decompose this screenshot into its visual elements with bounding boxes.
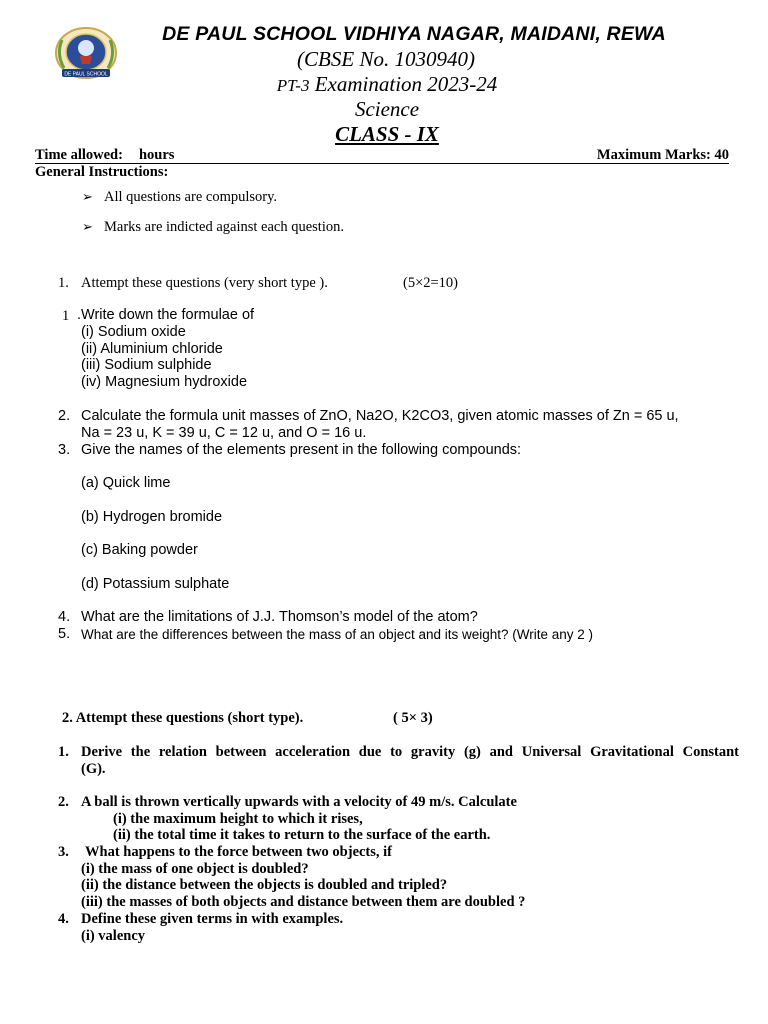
s2-q2-text: A ball is thrown vertically upwards with a velocity of 49 m/s. Calculate bbox=[81, 794, 517, 810]
exam-name: Examination 2023-24 bbox=[309, 72, 498, 96]
subject-title: Science bbox=[354, 97, 420, 121]
q1-part: (ii) Aluminium chloride bbox=[81, 341, 223, 357]
svg-text:DE PAUL SCHOOL: DE PAUL SCHOOL bbox=[64, 71, 108, 78]
s2-q4-number: 4. bbox=[58, 911, 69, 927]
s2-q2-part: (i) the maximum height to which it rises, bbox=[113, 811, 363, 827]
q3-number: 3. bbox=[58, 442, 71, 458]
time-value: hours bbox=[138, 147, 175, 163]
s2-q4-part: (i) valency bbox=[81, 928, 146, 944]
s2-q1-number: 1. bbox=[58, 744, 69, 760]
q1-text: .Write down the formulae of bbox=[77, 307, 255, 323]
section2-marks: ( 5× 3) bbox=[393, 710, 433, 726]
instruction-item bbox=[82, 189, 277, 206]
q3-part: (d) Potassium sulphate bbox=[81, 576, 230, 592]
s2-q3-number: 3. bbox=[58, 844, 69, 860]
s2-q1-text: Derive the relation between acceleration due to gravity (g) and Universal Gravitational Constant bbox=[81, 744, 739, 760]
q3-part: (a) Quick lime bbox=[81, 475, 171, 491]
instruction-text: All questions are compulsory. bbox=[104, 189, 278, 205]
q5-text: What are the differences between the mass of an object and its weight? (Write any 2 ) bbox=[81, 627, 594, 642]
s2-q3-part: (iii) the masses of both objects and distance between them are doubled ? bbox=[81, 894, 526, 910]
instruction-item bbox=[82, 219, 344, 236]
q1-part: (iii) Sodium sulphide bbox=[81, 357, 212, 373]
q1-number: 1 bbox=[62, 308, 70, 324]
section1-marks: (5×2=10) bbox=[403, 275, 459, 291]
s2-q2-number: 2. bbox=[58, 794, 69, 810]
s2-q3-part: (ii) the distance between the objects is doubled and tripled? bbox=[81, 877, 448, 893]
school-name: DE PAUL SCHOOL VIDHIYA NAGAR, MAIDANI, REWA bbox=[162, 23, 666, 45]
q1-part: (iv) Magnesium hydroxide bbox=[81, 374, 248, 390]
q3-part: (b) Hydrogen bromide bbox=[81, 509, 223, 525]
cbse-number: (CBSE No. 1030940) bbox=[297, 47, 475, 71]
q4-number: 4. bbox=[58, 609, 71, 625]
q3-part: (c) Baking powder bbox=[81, 542, 198, 558]
general-instructions-heading: General Instructions: bbox=[35, 164, 169, 180]
time-marks-line bbox=[35, 148, 729, 164]
q5-number: 5. bbox=[58, 626, 71, 642]
s2-q3-part: (i) the mass of one object is doubled? bbox=[81, 861, 309, 877]
maximum-marks: Maximum Marks: 40 bbox=[596, 147, 729, 163]
arrow-bullet-icon: ➢ bbox=[82, 219, 93, 234]
time-label: Time allowed: bbox=[35, 147, 123, 163]
section2-title: 2. Attempt these questions (short type). bbox=[62, 710, 304, 726]
exam-prefix: PT-3 bbox=[276, 76, 310, 95]
s2-q3-text: What happens to the force between two objects, if bbox=[85, 844, 393, 860]
q4-text: What are the limitations of J.J. Thomson’s model of the atom? bbox=[81, 609, 478, 625]
s2-q1-text-cont: (G). bbox=[81, 761, 106, 777]
s2-q4-text: Define these given terms in with examples. bbox=[81, 911, 344, 927]
q2-text-cont: Na = 23 u, K = 39 u, C = 12 u, and O = 16 u. bbox=[81, 425, 367, 441]
section1-number: 1. bbox=[58, 275, 69, 291]
q3-text: Give the names of the elements present in the following compounds: bbox=[81, 442, 522, 458]
section1-title: Attempt these questions (very short type ). bbox=[81, 275, 328, 291]
instruction-text: Marks are indicted against each question. bbox=[104, 219, 344, 235]
s2-q2-part: (ii) the total time it takes to return to the surface of the earth. bbox=[113, 827, 491, 843]
class-title: CLASS - IX bbox=[335, 122, 439, 146]
q2-number: 2. bbox=[58, 408, 71, 424]
exam-title bbox=[0, 72, 768, 97]
arrow-bullet-icon: ➢ bbox=[82, 189, 93, 204]
q1-part: (i) Sodium oxide bbox=[81, 324, 186, 340]
q2-text: Calculate the formula unit masses of ZnO, Na2O, K2CO3, given atomic masses of Zn = 65 u, bbox=[81, 408, 679, 424]
